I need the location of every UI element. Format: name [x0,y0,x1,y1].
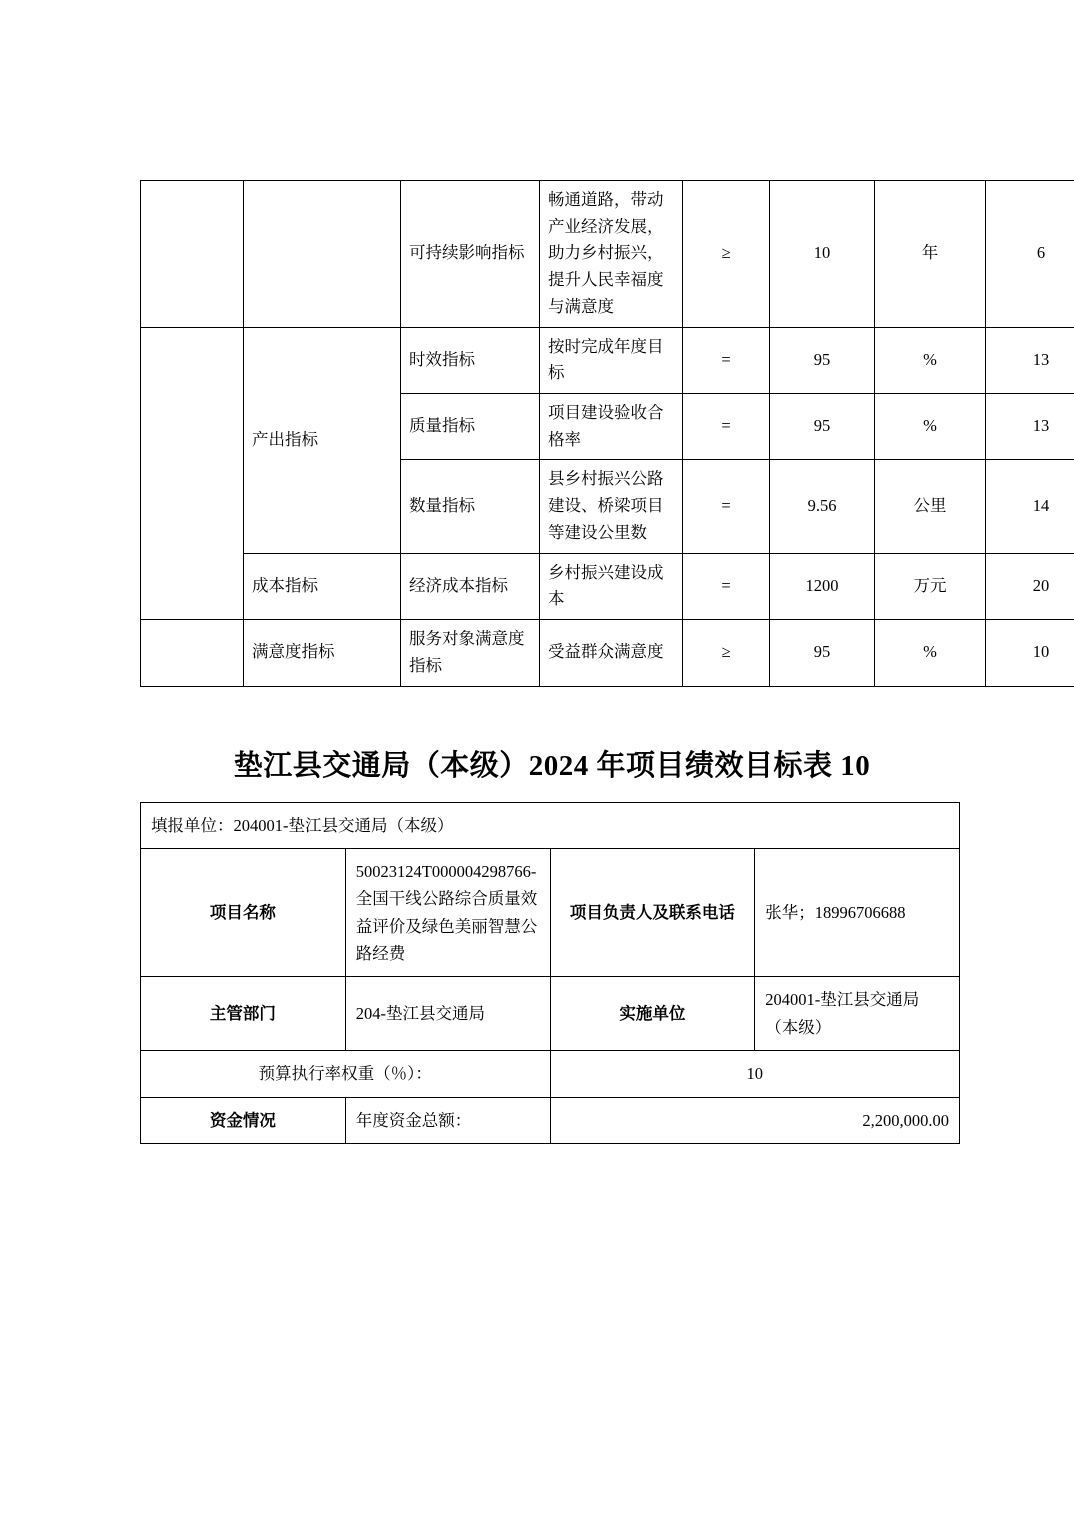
indicator-value: 10 [770,181,875,328]
implementing-unit-label: 实施单位 [550,977,755,1051]
indicator-score: 14 [986,460,1074,553]
indicator-subgroup-label: 质量指标 [401,394,540,460]
indicator-unit: 年 [875,181,986,328]
table-row [141,327,1074,393]
indicator-symbol: = [683,460,770,553]
indicator-content: 畅通道路，带动产业经济发展，助力乡村振兴，提升人民幸福度与满意度 [540,181,683,328]
indicator-symbol: = [683,394,770,460]
indicator-left-empty [141,620,244,686]
indicator-left-empty [141,327,244,619]
table-row [141,848,960,977]
indicator-score: 13 [986,394,1074,460]
indicator-unit: % [875,394,986,460]
filler-unit-cell: 填报单位：204001-垫江县交通局（本级） [141,802,960,848]
indicator-content: 县乡村振兴公路建设、桥梁项目等建设公里数 [540,460,683,553]
indicator-score: 10 [986,620,1074,686]
indicator-subgroup-label: 服务对象满意度指标 [401,620,540,686]
project-info-table [140,802,960,1144]
indicator-unit: % [875,327,986,393]
indicator-subgroup-label: 数量指标 [401,460,540,553]
indicator-value: 95 [770,394,875,460]
indicator-group-label: 产出指标 [244,327,401,553]
funds-year-value: 2,200,000.00 [550,1097,960,1143]
funds-year-label: 年度资金总额： [345,1097,550,1143]
project-owner-label: 项目负责人及联系电话 [550,848,755,977]
table-row [141,1051,960,1097]
indicator-value: 1200 [770,553,875,619]
indicator-content: 受益群众满意度 [540,620,683,686]
implementing-unit-value: 204001-垫江县交通局（本级） [755,977,960,1051]
supervising-dept-label: 主管部门 [141,977,346,1051]
indicator-symbol: = [683,327,770,393]
indicator-content: 乡村振兴建设成本 [540,553,683,619]
indicator-score: 20 [986,553,1074,619]
indicator-symbol: ≥ [683,181,770,328]
indicator-subgroup-empty [244,181,401,328]
performance-indicator-table [140,180,1074,687]
indicator-symbol: ≥ [683,620,770,686]
indicator-unit: % [875,620,986,686]
table-row [141,802,960,848]
indicator-group-label: 成本指标 [244,553,401,619]
indicator-group-empty [141,181,244,328]
table-row [141,553,1074,619]
table-row [141,977,960,1051]
indicator-value: 95 [770,620,875,686]
indicator-group-label: 满意度指标 [244,620,401,686]
project-owner-value: 张华；18996706688 [755,848,960,977]
project-name-label: 项目名称 [141,848,346,977]
table-row [141,1097,960,1143]
indicator-score: 13 [986,327,1074,393]
table-row [141,620,1074,686]
indicator-unit: 公里 [875,460,986,553]
indicator-content: 按时完成年度目标 [540,327,683,393]
exec-rate-value: 10 [550,1051,960,1097]
funds-label: 资金情况 [141,1097,346,1143]
exec-rate-label: 预算执行率权重（％）： [141,1051,551,1097]
project-name-value: 50023124T000004298766-全国干线公路综合质量效益评价及绿色美丽智慧公路经费 [345,848,550,977]
indicator-unit: 万元 [875,553,986,619]
indicator-subgroup-label: 经济成本指标 [401,553,540,619]
indicator-value: 9.56 [770,460,875,553]
indicator-symbol: = [683,553,770,619]
table-row [141,181,1074,328]
indicator-subgroup-label: 可持续影响指标 [401,181,540,328]
indicator-value: 95 [770,327,875,393]
indicator-score: 6 [986,181,1074,328]
indicator-content: 项目建设验收合格率 [540,394,683,460]
page-title: 垫江县交通局（本级）2024 年项目绩效目标表 10 [233,749,871,782]
supervising-dept-value: 204-垫江县交通局 [345,977,550,1051]
indicator-subgroup-label: 时效指标 [401,327,540,393]
